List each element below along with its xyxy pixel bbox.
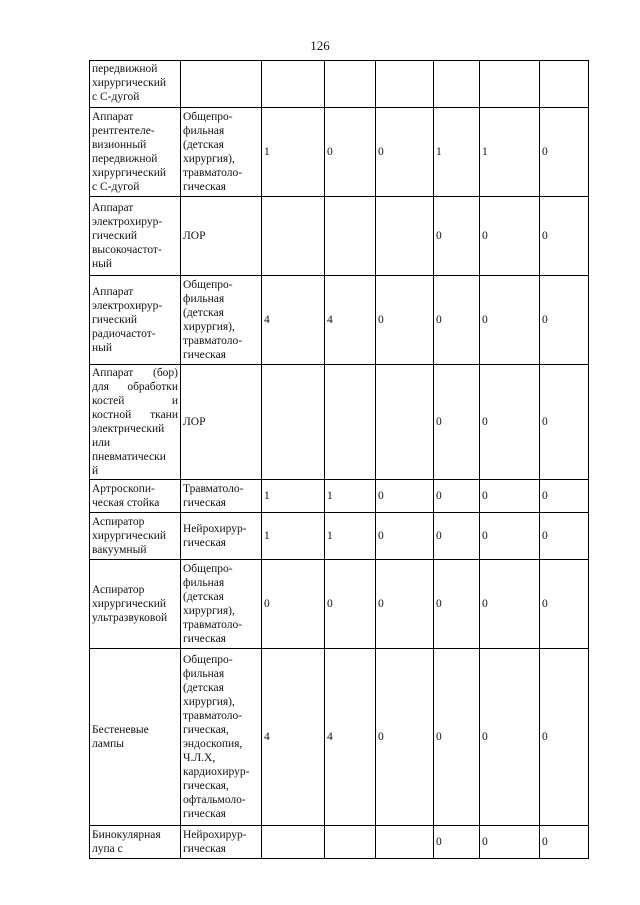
equipment-name-line: хирургический [92, 167, 167, 179]
value-cell: 0 [480, 513, 540, 560]
value-cell: 0 [434, 276, 480, 365]
table-row [90, 560, 589, 649]
profile-cell [181, 649, 262, 826]
value-cell: 0 [376, 108, 434, 197]
value-cell: 1 [262, 480, 325, 513]
value-cell: 0 [434, 365, 480, 480]
profile-line: фильная [183, 125, 225, 137]
value-cell [434, 61, 480, 108]
value-cell [262, 826, 325, 859]
table-row [90, 276, 589, 365]
value-cell: 4 [325, 649, 376, 826]
profile-cell [181, 826, 262, 859]
value-cell [480, 61, 540, 108]
profile-cell [181, 197, 262, 276]
value-cell [376, 61, 434, 108]
value-cell: 1 [480, 108, 540, 197]
equipment-name-line: Аппарат [92, 111, 134, 123]
value-cell [325, 61, 376, 108]
value-cell: 0 [480, 197, 540, 276]
equipment-name-cell [90, 197, 181, 276]
profile-line: хирургия), [183, 321, 235, 333]
table-row [90, 649, 589, 826]
profile-cell [181, 61, 262, 108]
profile-line: фильная [183, 293, 225, 305]
profile-line: офтальмоло- [183, 794, 246, 806]
equipment-name-line: с С-дугой [92, 91, 140, 103]
equipment-name-line: лупа с [92, 843, 123, 855]
profile-line: гическая, [183, 724, 229, 736]
profile-line: ЛОР [183, 416, 206, 428]
equipment-name-line: хирургический [92, 77, 167, 89]
equipment-name-line: для обработки [92, 381, 178, 393]
equipment-name-cell [90, 513, 181, 560]
equipment-name-line: рентгентеле- [92, 125, 155, 137]
equipment-name-line: пневматически [92, 451, 166, 463]
equipment-name-line: хирургический [92, 598, 167, 610]
value-cell: 0 [540, 560, 589, 649]
value-cell: 1 [434, 108, 480, 197]
profile-line: Нейрохирур- [183, 829, 247, 841]
equipment-name-line: Аппарат [92, 202, 134, 214]
equipment-name-line: Артроскопи- [92, 483, 155, 495]
equipment-name-line: гический [92, 314, 138, 326]
table-row [90, 365, 589, 480]
profile-cell [181, 365, 262, 480]
value-cell [540, 61, 589, 108]
equipment-name-line: Бестеневые [92, 724, 149, 736]
equipment-name-line: костной ткани [92, 409, 178, 421]
profile-line: (детская [183, 139, 224, 151]
profile-cell [181, 513, 262, 560]
profile-line: ЛОР [183, 230, 206, 242]
page-number: 126 [310, 38, 330, 53]
equipment-name-line: ный [92, 258, 113, 270]
value-cell: 4 [262, 649, 325, 826]
profile-line: (детская [183, 307, 224, 319]
value-cell: 1 [325, 480, 376, 513]
equipment-name-cell [90, 649, 181, 826]
table-row [90, 61, 589, 108]
equipment-name-line: ный [92, 342, 113, 354]
equipment-name-line: Аспиратор [92, 516, 145, 528]
equipment-name-line: вакуумный [92, 544, 147, 556]
value-cell: 0 [480, 560, 540, 649]
profile-line: Общепро- [183, 111, 233, 123]
equipment-name-line: передвижной [92, 153, 158, 165]
value-cell: 0 [540, 826, 589, 859]
value-cell: 0 [262, 560, 325, 649]
value-cell [325, 197, 376, 276]
value-cell: 0 [325, 108, 376, 197]
value-cell: 0 [480, 276, 540, 365]
value-cell [376, 365, 434, 480]
value-cell: 0 [540, 649, 589, 826]
profile-line: гическая [183, 497, 226, 509]
table-row [90, 197, 589, 276]
value-cell: 4 [325, 276, 376, 365]
equipment-name-cell [90, 826, 181, 859]
profile-line: кардиохирур- [183, 766, 250, 778]
profile-line: Травматоло- [183, 483, 244, 495]
equipment-name-line: лампы [92, 738, 125, 750]
profile-line: (детская [183, 682, 224, 694]
value-cell [262, 197, 325, 276]
profile-line: хирургия), [183, 153, 235, 165]
table-row [90, 480, 589, 513]
value-cell: 1 [262, 513, 325, 560]
value-cell: 0 [434, 560, 480, 649]
equipment-name-line: Бинокулярная [92, 829, 161, 841]
equipment-name-cell [90, 365, 181, 480]
profile-line: (детская [183, 591, 224, 603]
profile-cell [181, 480, 262, 513]
value-cell: 0 [540, 513, 589, 560]
profile-line: Нейрохирур- [183, 523, 247, 535]
value-cell: 0 [325, 560, 376, 649]
profile-line: Общепро- [183, 654, 233, 666]
value-cell: 4 [262, 276, 325, 365]
table-row [90, 108, 589, 197]
value-cell: 0 [434, 480, 480, 513]
profile-line: фильная [183, 668, 225, 680]
profile-line: Общепро- [183, 279, 233, 291]
value-cell: 0 [376, 480, 434, 513]
equipment-name-line: или [92, 437, 111, 449]
profile-line: хирургия), [183, 605, 235, 617]
value-cell: 0 [540, 197, 589, 276]
profile-line: гическая [183, 808, 226, 820]
equipment-name-line: ческая стойка [92, 497, 160, 509]
equipment-name-cell [90, 560, 181, 649]
equipment-name-line: электрохирур- [92, 216, 163, 228]
profile-line: гическая [183, 633, 226, 645]
profile-line: травматоло- [183, 335, 243, 347]
equipment-name-line: хирургический [92, 530, 167, 542]
profile-line: гическая [183, 181, 226, 193]
equipment-name-line: электрический [92, 423, 165, 435]
value-cell: 0 [434, 826, 480, 859]
value-cell: 0 [480, 649, 540, 826]
profile-cell [181, 560, 262, 649]
table-row [90, 513, 589, 560]
equipment-name-line: визионный [92, 139, 147, 151]
equipment-name-line: й [92, 465, 99, 477]
value-cell: 0 [434, 513, 480, 560]
equipment-name-line: ультразвуковой [92, 612, 168, 624]
profile-line: Ч.Л.Х, [183, 752, 216, 764]
equipment-name-cell [90, 480, 181, 513]
profile-line: эндоскопия, [183, 738, 243, 750]
equipment-name-line: Аппарат (бор) [92, 367, 178, 379]
equipment-name-line: с С-дугой [92, 181, 140, 193]
equipment-name-cell [90, 108, 181, 197]
value-cell [262, 61, 325, 108]
value-cell [325, 365, 376, 480]
equipment-name-line: Аспиратор [92, 584, 145, 596]
value-cell [325, 826, 376, 859]
value-cell: 0 [434, 197, 480, 276]
value-cell: 0 [540, 480, 589, 513]
equipment-table [89, 60, 589, 859]
value-cell: 0 [540, 276, 589, 365]
equipment-name-line: передвижной [92, 63, 158, 75]
profile-line: травматоло- [183, 167, 243, 179]
value-cell [376, 826, 434, 859]
value-cell [262, 365, 325, 480]
profile-line: гическая [183, 843, 226, 855]
value-cell: 0 [434, 649, 480, 826]
equipment-name-cell [90, 276, 181, 365]
equipment-name-line: радиочастот- [92, 328, 156, 340]
table-row [90, 826, 589, 859]
profile-line: гическая [183, 537, 226, 549]
profile-line: фильная [183, 577, 225, 589]
equipment-name-line: костей и [92, 395, 178, 407]
profile-line: гическая [183, 349, 226, 361]
value-cell: 0 [540, 365, 589, 480]
equipment-name-line: гический [92, 230, 138, 242]
value-cell: 0 [376, 276, 434, 365]
value-cell: 1 [262, 108, 325, 197]
value-cell: 0 [480, 365, 540, 480]
value-cell: 1 [325, 513, 376, 560]
equipment-name-cell [90, 61, 181, 108]
profile-cell [181, 108, 262, 197]
value-cell: 0 [540, 108, 589, 197]
value-cell: 0 [480, 826, 540, 859]
profile-line: гическая, [183, 780, 229, 792]
equipment-name-line: высокочастот- [92, 244, 162, 256]
equipment-name-line: Аппарат [92, 286, 134, 298]
profile-cell [181, 276, 262, 365]
value-cell: 0 [376, 649, 434, 826]
value-cell: 0 [376, 513, 434, 560]
value-cell: 0 [376, 560, 434, 649]
equipment-name-line: электрохирур- [92, 300, 163, 312]
value-cell [376, 197, 434, 276]
profile-line: травматоло- [183, 710, 243, 722]
profile-line: травматоло- [183, 619, 243, 631]
profile-line: Общепро- [183, 563, 233, 575]
value-cell: 0 [480, 480, 540, 513]
profile-line: хирургия), [183, 696, 235, 708]
